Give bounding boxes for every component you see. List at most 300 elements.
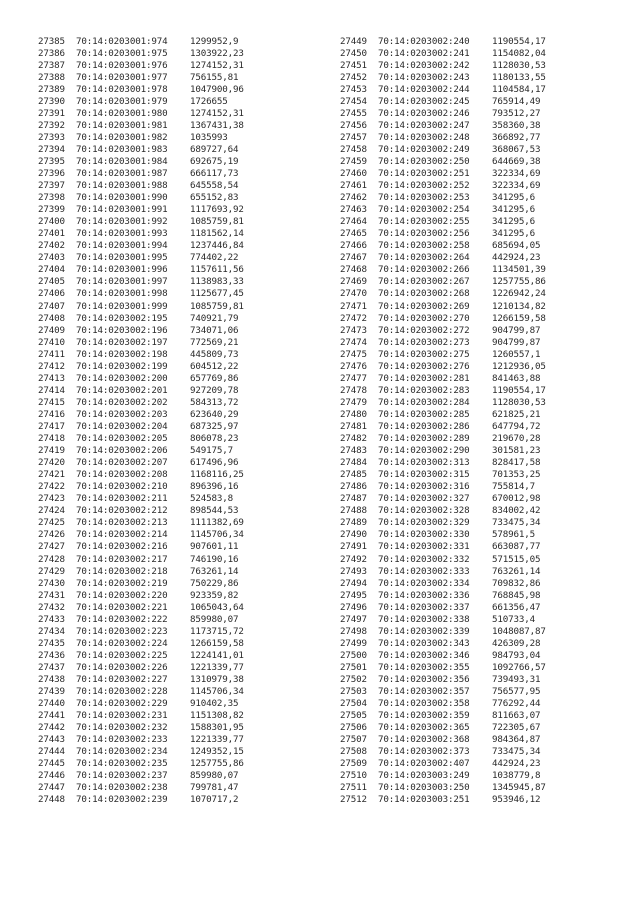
- cadastral-value: 689727,64: [190, 143, 239, 155]
- table-row: [38, 48, 300, 60]
- table-row: [340, 36, 602, 48]
- record-number: 27506: [340, 722, 367, 734]
- table-row: [340, 156, 602, 168]
- table-row: [38, 373, 300, 385]
- cadastral-number: 70:14:0203002:286: [378, 421, 470, 432]
- cadastral-value: 772569,21: [190, 336, 239, 348]
- cadastral-number: 70:14:0203002:218: [76, 565, 168, 577]
- cadastral-value: 765914,49: [492, 95, 541, 107]
- record-number: 27484: [340, 457, 367, 469]
- table-row: [340, 493, 602, 505]
- cadastral-number: 70:14:0203001:995: [76, 252, 168, 264]
- record-number: 27438: [38, 673, 65, 685]
- cadastral-number: 70:14:0203001:988: [76, 180, 168, 192]
- record-number: 27470: [340, 288, 367, 300]
- cadastral-value: 1145706,34: [190, 686, 244, 698]
- table-row: [38, 108, 300, 120]
- record-number: 27499: [340, 637, 367, 649]
- record-number: 27405: [38, 276, 65, 288]
- record-number: 27490: [340, 529, 367, 541]
- cadastral-value: 1303922,23: [190, 47, 244, 59]
- cadastral-number: 70:14:0203002:336: [378, 589, 470, 601]
- record-number: 27451: [340, 59, 367, 71]
- table-row: [38, 421, 300, 433]
- table-row: [340, 240, 602, 252]
- cadastral-value: 524583,8: [190, 493, 234, 505]
- cadastral-number: 70:14:0203002:285: [378, 408, 470, 420]
- cadastral-value: 645558,54: [190, 180, 239, 192]
- record-number: 27446: [38, 770, 65, 782]
- cadastral-number: 70:14:0203002:407: [378, 758, 470, 770]
- cadastral-number: 70:14:0203002:290: [378, 445, 470, 457]
- table-row: [38, 566, 300, 578]
- table-row: [340, 48, 602, 60]
- cadastral-value: 1345945,87: [492, 782, 546, 794]
- table-row: [38, 469, 300, 481]
- cadastral-number: 70:14:0203002:357: [378, 686, 470, 698]
- record-number: 27477: [340, 372, 367, 384]
- cadastral-value: 368067,53: [492, 143, 541, 155]
- cadastral-number: 70:14:0203002:208: [76, 469, 168, 481]
- table-row: [340, 216, 602, 228]
- cadastral-number: 70:14:0203002:250: [378, 155, 470, 167]
- cadastral-number: 70:14:0203002:238: [76, 782, 168, 794]
- cadastral-value: 1260557,1: [492, 348, 541, 360]
- cadastral-value: 734071,06: [190, 324, 239, 336]
- record-number: 27434: [38, 625, 65, 637]
- cadastral-number: 70:14:0203001:975: [76, 47, 168, 59]
- cadastral-number: 70:14:0203002:222: [76, 613, 168, 625]
- table-row: [340, 445, 602, 457]
- table-row: [340, 349, 602, 361]
- cadastral-number: 70:14:0203002:264: [378, 252, 470, 264]
- table-row: [340, 469, 602, 481]
- record-number: 27403: [38, 252, 65, 264]
- cadastral-number: 70:14:0203002:202: [76, 396, 168, 408]
- cadastral-value: 341295,6: [492, 192, 536, 204]
- cadastral-value: 1274152,31: [190, 59, 244, 71]
- table-row: [38, 204, 300, 216]
- cadastral-value: 1226942,24: [492, 288, 546, 300]
- cadastral-number: 70:14:0203002:212: [76, 505, 168, 517]
- record-number: 27471: [340, 300, 367, 312]
- record-number: 27444: [38, 746, 65, 758]
- cadastral-number: 70:14:0203002:206: [76, 445, 168, 457]
- cadastral-number: 70:14:0203002:267: [378, 276, 470, 288]
- cadastral-value: 1310979,38: [190, 673, 244, 685]
- cadastral-value: 1048087,87: [492, 625, 546, 637]
- record-number: 27450: [340, 47, 367, 59]
- record-number: 27481: [340, 421, 367, 432]
- table-row: [340, 662, 602, 674]
- cadastral-value: 733475,34: [492, 517, 541, 529]
- cadastral-number: 70:14:0203002:289: [378, 433, 470, 445]
- cadastral-value: 1085759,81: [190, 300, 244, 312]
- cadastral-value: 571515,05: [492, 553, 541, 565]
- table-row: [340, 96, 602, 108]
- cadastral-number: 70:14:0203002:254: [378, 204, 470, 216]
- record-number: 27412: [38, 360, 65, 372]
- table-row: [38, 578, 300, 590]
- cadastral-value: 584313,72: [190, 396, 239, 408]
- cadastral-value: 1257755,86: [190, 758, 244, 770]
- cadastral-value: 510733,4: [492, 613, 536, 625]
- record-number: 27399: [38, 204, 65, 216]
- cadastral-value: 1038779,8: [492, 770, 541, 782]
- record-number: 27511: [340, 782, 367, 794]
- table-row: [340, 168, 602, 180]
- cadastral-number: 70:14:0203002:200: [76, 372, 168, 384]
- table-row: [340, 433, 602, 445]
- cadastral-number: 70:14:0203002:275: [378, 348, 470, 360]
- cadastral-value: 687325,97: [190, 421, 239, 432]
- table-row: [38, 722, 300, 734]
- cadastral-value: 806078,23: [190, 433, 239, 445]
- cadastral-value: 1257755,86: [492, 276, 546, 288]
- cadastral-value: 1047900,96: [190, 83, 244, 95]
- table-row: [38, 192, 300, 204]
- record-number: 27424: [38, 505, 65, 517]
- cadastral-number: 70:14:0203002:240: [378, 35, 470, 47]
- cadastral-value: 1181562,14: [190, 228, 244, 240]
- cadastral-number: 70:14:0203002:210: [76, 481, 168, 493]
- record-number: 27433: [38, 613, 65, 625]
- cadastral-number: 70:14:0203001:992: [76, 216, 168, 228]
- cadastral-number: 70:14:0203001:979: [76, 95, 168, 107]
- record-number: 27462: [340, 192, 367, 204]
- table-row: [340, 554, 602, 566]
- record-number: 27508: [340, 746, 367, 758]
- record-number: 27495: [340, 589, 367, 601]
- cadastral-value: 322334,69: [492, 180, 541, 192]
- cadastral-number: 70:14:0203002:343: [378, 637, 470, 649]
- cadastral-number: 70:14:0203002:255: [378, 216, 470, 228]
- cadastral-value: 1070717,2: [190, 794, 239, 806]
- table-row: [38, 337, 300, 349]
- record-number: 27493: [340, 565, 367, 577]
- table-row: [38, 554, 300, 566]
- cadastral-value: 799781,47: [190, 782, 239, 794]
- cadastral-number: 70:14:0203002:242: [378, 59, 470, 71]
- record-number: 27418: [38, 433, 65, 445]
- cadastral-number: 70:14:0203002:214: [76, 529, 168, 541]
- table-row: [38, 590, 300, 602]
- record-number: 27398: [38, 192, 65, 204]
- record-number: 27390: [38, 95, 65, 107]
- cadastral-number: 70:14:0203002:273: [378, 336, 470, 348]
- record-number: 27395: [38, 155, 65, 167]
- cadastral-value: 859980,07: [190, 613, 239, 625]
- record-number: 27388: [38, 71, 65, 83]
- table-row: [38, 264, 300, 276]
- record-number: 27480: [340, 408, 367, 420]
- cadastral-number: 70:14:0203002:198: [76, 348, 168, 360]
- table-row: [38, 144, 300, 156]
- cadastral-number: 70:14:0203001:987: [76, 168, 168, 180]
- table-row: [340, 782, 602, 794]
- table-row: [340, 264, 602, 276]
- record-number: 27455: [340, 107, 367, 119]
- table-row: [340, 252, 602, 264]
- cadastral-number: 70:14:0203002:247: [378, 119, 470, 131]
- cadastral-number: 70:14:0203002:331: [378, 541, 470, 553]
- table-row: [38, 397, 300, 409]
- cadastral-number: 70:14:0203002:203: [76, 408, 168, 420]
- cadastral-number: 70:14:0203002:201: [76, 384, 168, 396]
- cadastral-value: 834002,42: [492, 505, 541, 517]
- table-row: [38, 60, 300, 72]
- record-number: 27430: [38, 577, 65, 589]
- table-row: [38, 710, 300, 722]
- cadastral-value: 793512,27: [492, 107, 541, 119]
- cadastral-value: 1154082,04: [492, 47, 546, 59]
- cadastral-number: 70:14:0203002:199: [76, 360, 168, 372]
- cadastral-number: 70:14:0203002:281: [378, 372, 470, 384]
- record-number: 27505: [340, 710, 367, 722]
- table-row: [340, 517, 602, 529]
- table-row: [340, 710, 602, 722]
- cadastral-value: 756577,95: [492, 686, 541, 698]
- record-number: 27478: [340, 384, 367, 396]
- cadastral-number: 70:14:0203002:358: [378, 698, 470, 710]
- table-row: [340, 481, 602, 493]
- table-row: [340, 638, 602, 650]
- cadastral-number: 70:14:0203002:356: [378, 673, 470, 685]
- record-number: 27436: [38, 649, 65, 661]
- record-number: 27479: [340, 396, 367, 408]
- cadastral-value: 1249352,15: [190, 746, 244, 758]
- cadastral-value: 1085759,81: [190, 216, 244, 228]
- record-number: 27423: [38, 493, 65, 505]
- table-row: [340, 409, 602, 421]
- cadastral-value: 709832,86: [492, 577, 541, 589]
- table-row: [340, 421, 602, 433]
- record-number: 27426: [38, 529, 65, 541]
- cadastral-value: 1210134,82: [492, 300, 546, 312]
- record-number: 27468: [340, 264, 367, 276]
- record-number: 27386: [38, 47, 65, 59]
- cadastral-number: 70:14:0203002:365: [378, 722, 470, 734]
- table-row: [38, 409, 300, 421]
- cadastral-value: 644669,38: [492, 155, 541, 167]
- record-number: 27422: [38, 481, 65, 493]
- record-number: 27485: [340, 469, 367, 481]
- cadastral-number: 70:14:0203002:241: [378, 47, 470, 59]
- cadastral-value: 1221339,77: [190, 734, 244, 746]
- table-row: [38, 361, 300, 373]
- cadastral-number: 70:14:0203003:250: [378, 782, 470, 794]
- cadastral-number: 70:14:0203002:327: [378, 493, 470, 505]
- record-number: 27427: [38, 541, 65, 553]
- cadastral-value: 722305,67: [492, 722, 541, 734]
- cadastral-value: 1299952,9: [190, 35, 239, 47]
- cadastral-number: 70:14:0203001:994: [76, 240, 168, 252]
- record-number: 27393: [38, 131, 65, 143]
- record-number: 27475: [340, 348, 367, 360]
- cadastral-number: 70:14:0203001:976: [76, 59, 168, 71]
- record-number: 27401: [38, 228, 65, 240]
- record-number: 27469: [340, 276, 367, 288]
- cadastral-number: 70:14:0203002:219: [76, 577, 168, 589]
- cadastral-value: 301581,23: [492, 445, 541, 457]
- table-row: [38, 746, 300, 758]
- record-number: 27507: [340, 734, 367, 746]
- cadastral-number: 70:14:0203002:233: [76, 734, 168, 746]
- cadastral-value: 657769,86: [190, 372, 239, 384]
- cadastral-value: 927209,78: [190, 384, 239, 396]
- cadastral-number: 70:14:0203002:239: [76, 794, 168, 806]
- cadastral-value: 366892,77: [492, 131, 541, 143]
- record-number: 27440: [38, 698, 65, 710]
- cadastral-number: 70:14:0203002:231: [76, 710, 168, 722]
- cadastral-value: 896396,16: [190, 481, 239, 493]
- table-row: [38, 433, 300, 445]
- cadastral-number: 70:14:0203002:195: [76, 312, 168, 324]
- cadastral-value: 617496,96: [190, 457, 239, 469]
- table-row: [340, 674, 602, 686]
- record-number: 27472: [340, 312, 367, 324]
- record-number: 27503: [340, 686, 367, 698]
- cadastral-number: 70:14:0203002:235: [76, 758, 168, 770]
- cadastral-value: 1180133,55: [492, 71, 546, 83]
- table-row: [38, 252, 300, 264]
- cadastral-value: 763261,14: [492, 565, 541, 577]
- record-number: 27457: [340, 131, 367, 143]
- table-row: [38, 493, 300, 505]
- cadastral-value: 623640,29: [190, 408, 239, 420]
- record-number: 27473: [340, 324, 367, 336]
- cadastral-value: 768845,98: [492, 589, 541, 601]
- record-number: 27419: [38, 445, 65, 457]
- table-row: [340, 337, 602, 349]
- table-row: [38, 481, 300, 493]
- record-number: 27500: [340, 649, 367, 661]
- record-number: 27391: [38, 107, 65, 119]
- record-number: 27394: [38, 143, 65, 155]
- cadastral-number: 70:14:0203002:355: [378, 661, 470, 673]
- cadastral-value: 1224141,01: [190, 649, 244, 661]
- record-number: 27510: [340, 770, 367, 782]
- cadastral-value: 1117693,92: [190, 204, 244, 216]
- record-number: 27421: [38, 469, 65, 481]
- table-row: [340, 60, 602, 72]
- record-number: 27443: [38, 734, 65, 746]
- cadastral-value: 549175,7: [190, 445, 234, 457]
- cadastral-number: 70:14:0203002:315: [378, 469, 470, 481]
- table-row: [38, 385, 300, 397]
- cadastral-value: 841463,88: [492, 372, 541, 384]
- cadastral-number: 70:14:0203002:256: [378, 228, 470, 240]
- cadastral-value: 739493,31: [492, 673, 541, 685]
- record-number: 27428: [38, 553, 65, 565]
- table-row: [38, 662, 300, 674]
- table-row: [340, 385, 602, 397]
- table-row: [38, 228, 300, 240]
- record-number: 27449: [340, 35, 367, 47]
- cadastral-value: 1104584,17: [492, 83, 546, 95]
- cadastral-value: 1266159,58: [492, 312, 546, 324]
- cadastral-number: 70:14:0203002:249: [378, 143, 470, 155]
- record-number: 27413: [38, 372, 65, 384]
- cadastral-number: 70:14:0203002:224: [76, 637, 168, 649]
- cadastral-value: 1588301,95: [190, 722, 244, 734]
- cadastral-value: 701353,25: [492, 469, 541, 481]
- table-row: [38, 517, 300, 529]
- cadastral-number: 70:14:0203002:204: [76, 421, 168, 432]
- cadastral-value: 1035993: [190, 131, 228, 143]
- cadastral-value: 1157611,56: [190, 264, 244, 276]
- table-row: [340, 505, 602, 517]
- table-row: [340, 180, 602, 192]
- cadastral-number: 70:14:0203002:333: [378, 565, 470, 577]
- record-number: 27406: [38, 288, 65, 300]
- cadastral-value: 910402,35: [190, 698, 239, 710]
- cadastral-value: 984793,04: [492, 649, 541, 661]
- cadastral-value: 904799,87: [492, 336, 541, 348]
- cadastral-value: 670012,98: [492, 493, 541, 505]
- table-row: [340, 590, 602, 602]
- cadastral-value: 1151308,82: [190, 710, 244, 722]
- record-number: 27461: [340, 180, 367, 192]
- record-number: 27467: [340, 252, 367, 264]
- record-number: 27448: [38, 794, 65, 806]
- table-row: [340, 698, 602, 710]
- cadastral-value: 1125677,45: [190, 288, 244, 300]
- table-row: [38, 686, 300, 698]
- cadastral-value: 1145706,34: [190, 529, 244, 541]
- cadastral-number: 70:14:0203001:990: [76, 192, 168, 204]
- cadastral-value: 578961,5: [492, 529, 536, 541]
- table-row: [38, 349, 300, 361]
- record-number: 27396: [38, 168, 65, 180]
- cadastral-number: 70:14:0203002:251: [378, 168, 470, 180]
- table-row: [38, 325, 300, 337]
- table-row: [340, 204, 602, 216]
- cadastral-value: 1221339,77: [190, 661, 244, 673]
- record-number: 27509: [340, 758, 367, 770]
- record-number: 27417: [38, 421, 65, 432]
- table-row: [340, 566, 602, 578]
- record-number: 27407: [38, 300, 65, 312]
- record-number: 27425: [38, 517, 65, 529]
- table-row: [38, 734, 300, 746]
- table-row: [38, 301, 300, 313]
- table-row: [38, 72, 300, 84]
- record-number: 27497: [340, 613, 367, 625]
- cadastral-value: 1190554,17: [492, 384, 546, 396]
- table-row: [340, 602, 602, 614]
- cadastral-value: 984364,87: [492, 734, 541, 746]
- table-row: [38, 132, 300, 144]
- cadastral-value: 341295,6: [492, 228, 536, 240]
- cadastral-number: 70:14:0203001:997: [76, 276, 168, 288]
- table-row: [38, 602, 300, 614]
- table-row: [38, 313, 300, 325]
- cadastral-number: 70:14:0203002:338: [378, 613, 470, 625]
- cadastral-number: 70:14:0203002:373: [378, 746, 470, 758]
- table-row: [38, 698, 300, 710]
- record-number: 27489: [340, 517, 367, 529]
- cadastral-number: 70:14:0203002:276: [378, 360, 470, 372]
- table-row: [38, 638, 300, 650]
- cadastral-value: 733475,34: [492, 746, 541, 758]
- table-row: [340, 144, 602, 156]
- cadastral-number: 70:14:0203002:245: [378, 95, 470, 107]
- cadastral-number: 70:14:0203001:999: [76, 300, 168, 312]
- record-number: 27392: [38, 119, 65, 131]
- table-row: [340, 686, 602, 698]
- cadastral-value: 1092766,57: [492, 661, 546, 673]
